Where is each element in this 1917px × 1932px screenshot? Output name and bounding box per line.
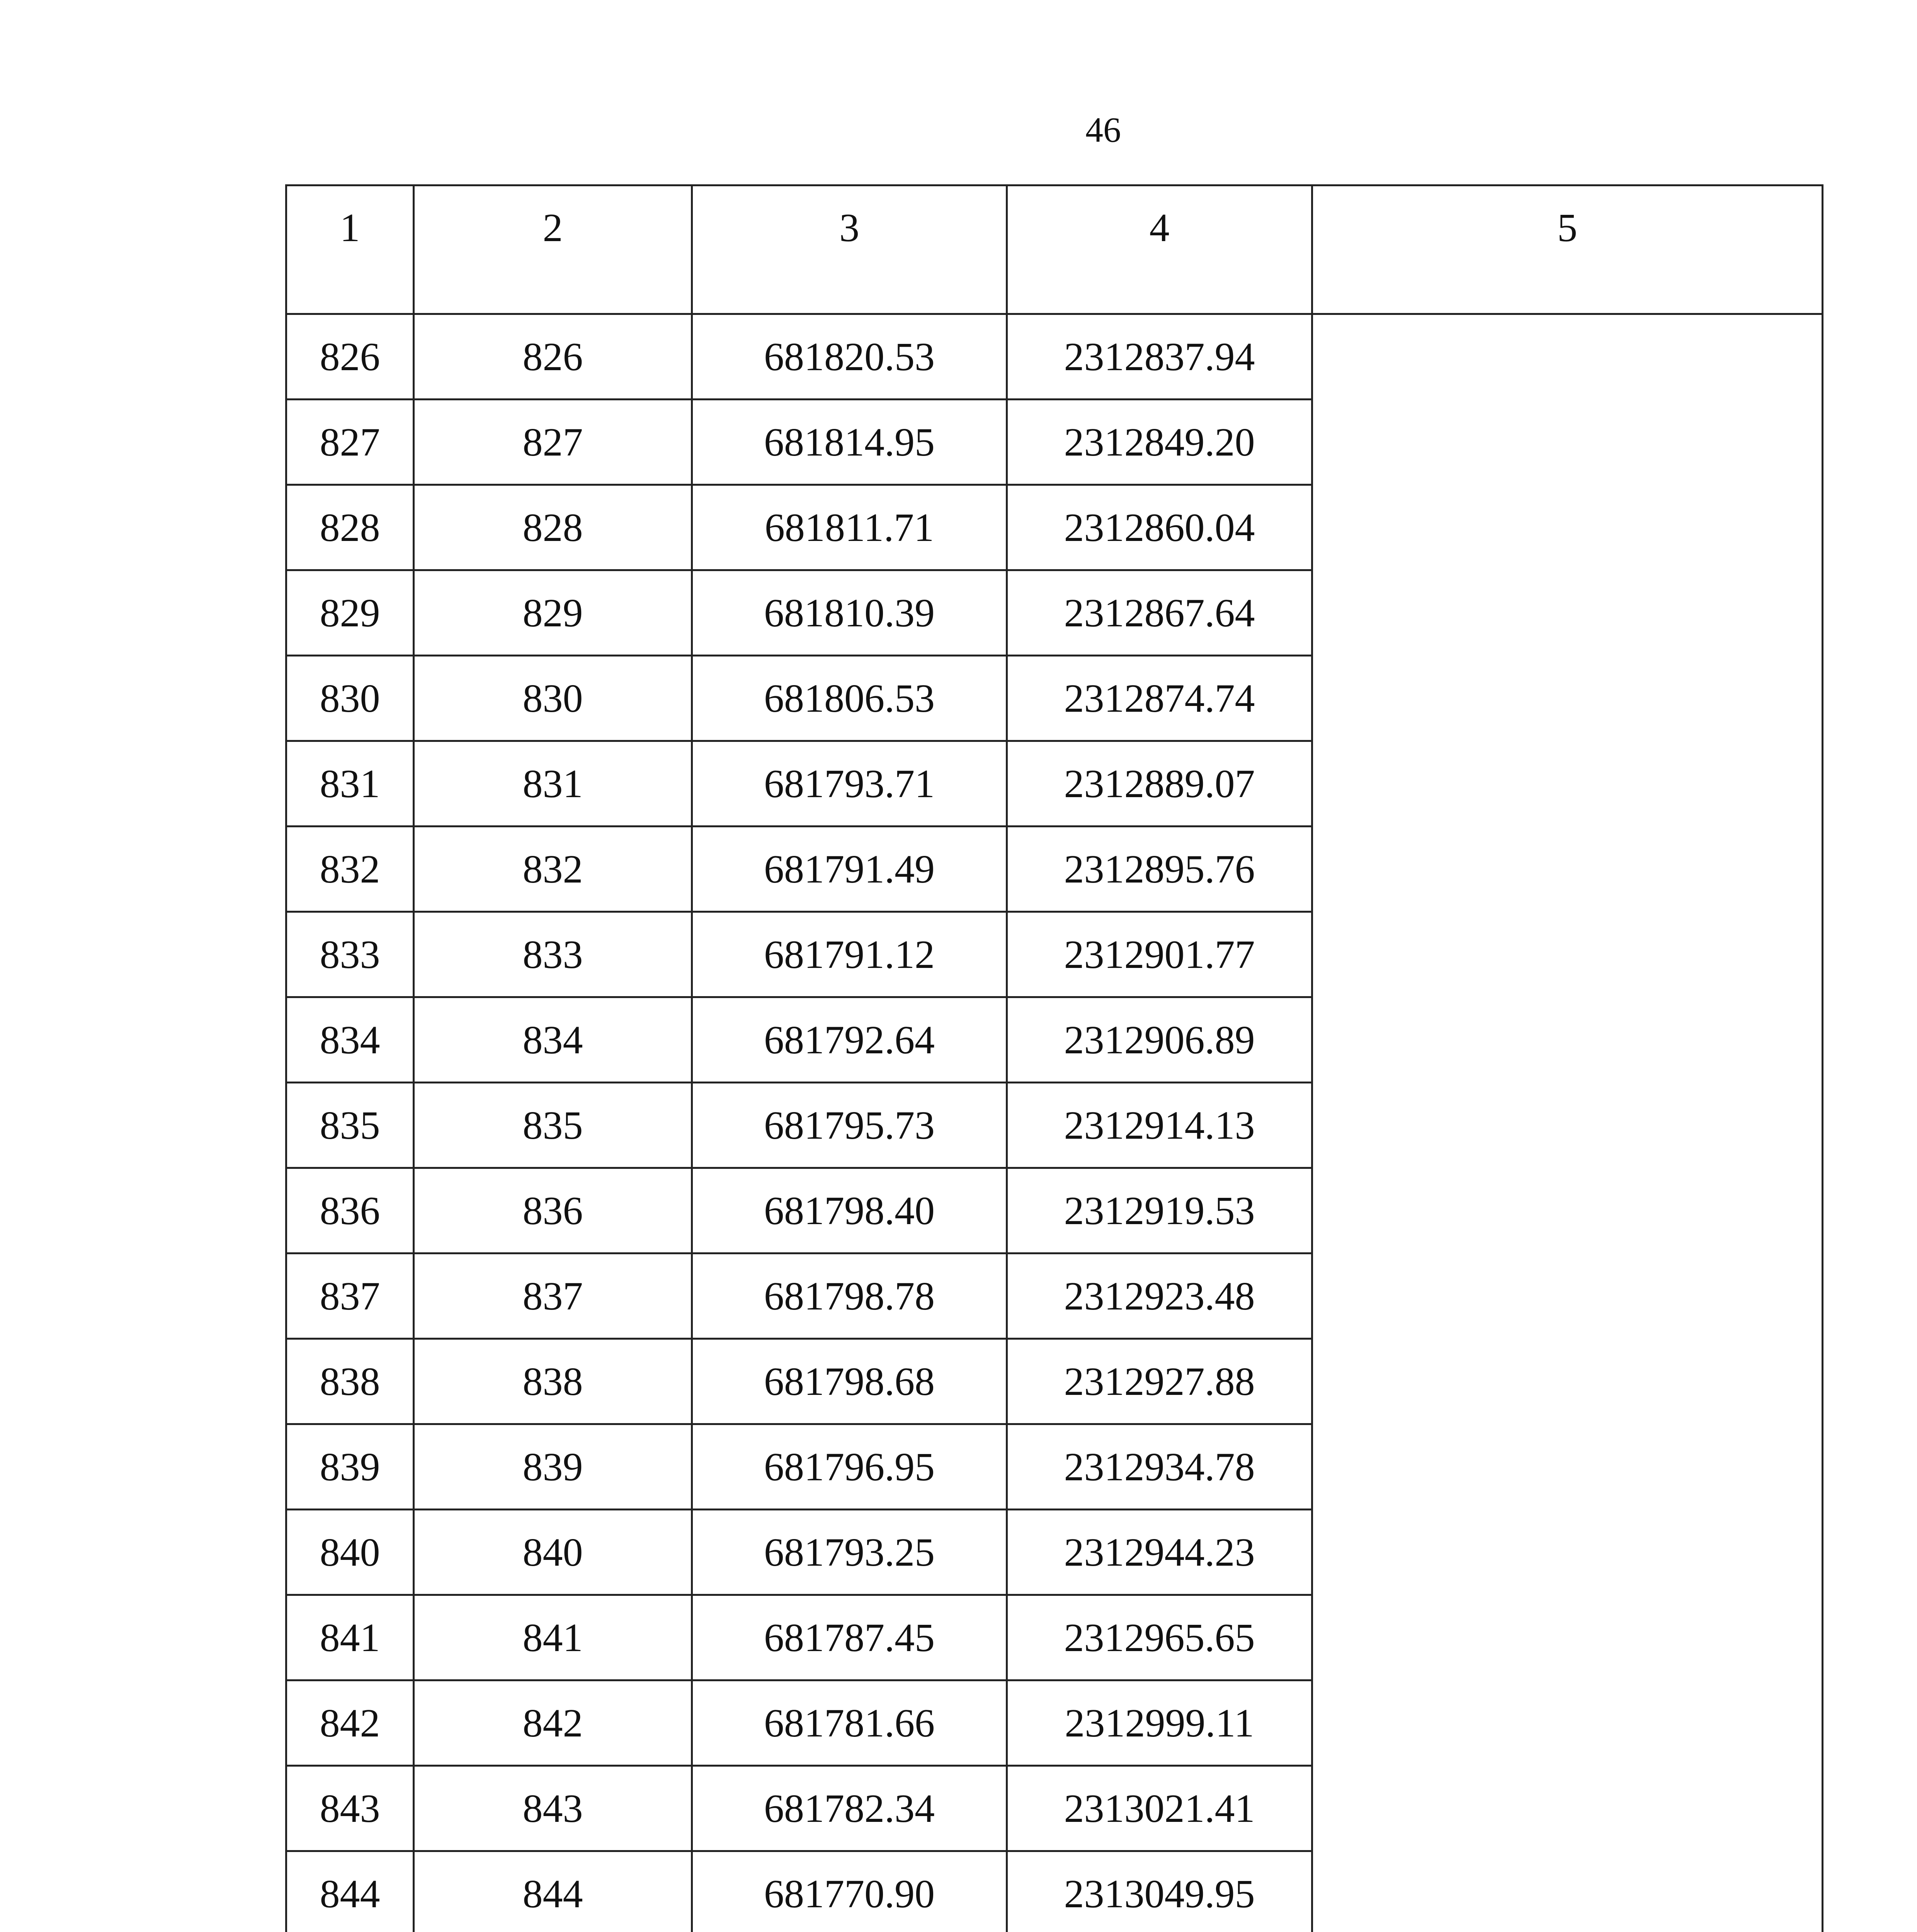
cell-coordinate-y: 2312906.89 [1007,997,1312,1083]
cell-coordinate-x: 681795.73 [692,1083,1007,1168]
cell-coordinate-x: 681820.53 [692,314,1007,400]
cell-coordinate-x: 681792.64 [692,997,1007,1083]
cell-point-id: 835 [414,1083,692,1168]
cell-point-number: 840 [286,1510,414,1595]
cell-point-number: 839 [286,1424,414,1510]
page-number: 46 [1085,110,1121,150]
cell-coordinate-y: 2312901.77 [1007,912,1312,997]
cell-point-number: 830 [286,656,414,741]
cell-point-number: 826 [286,314,414,400]
cell-coordinate-x: 681787.45 [692,1595,1007,1680]
header-cell-4: 4 [1007,185,1312,314]
cell-point-number: 833 [286,912,414,997]
cell-point-id: 829 [414,570,692,656]
cell-coordinate-x: 681770.90 [692,1851,1007,1932]
cell-coordinate-y: 2312837.94 [1007,314,1312,400]
header-cell-3: 3 [692,185,1007,314]
cell-coordinate-y: 2312867.64 [1007,570,1312,656]
cell-coordinate-y: 2312923.48 [1007,1253,1312,1339]
cell-coordinate-y: 2312944.23 [1007,1510,1312,1595]
cell-point-id: 836 [414,1168,692,1253]
cell-point-id: 844 [414,1851,692,1932]
cell-point-id: 827 [414,400,692,485]
cell-point-number: 831 [286,741,414,827]
cell-point-id: 842 [414,1680,692,1766]
cell-point-id: 834 [414,997,692,1083]
cell-point-number: 828 [286,485,414,570]
cell-point-id: 838 [414,1339,692,1424]
cell-point-id: 826 [414,314,692,400]
cell-coordinate-x: 681793.71 [692,741,1007,827]
cell-coordinate-y: 2312860.04 [1007,485,1312,570]
cell-point-number: 838 [286,1339,414,1424]
cell-coordinate-x: 681811.71 [692,485,1007,570]
cell-point-id: 841 [414,1595,692,1680]
cell-coordinate-y: 2312927.88 [1007,1339,1312,1424]
header-cell-2: 2 [414,185,692,314]
cell-coordinate-x: 681798.78 [692,1253,1007,1339]
cell-coordinate-x: 681781.66 [692,1680,1007,1766]
cell-coordinate-y: 2312965.65 [1007,1595,1312,1680]
header-cell-1: 1 [286,185,414,314]
cell-point-number: 835 [286,1083,414,1168]
cell-point-number: 843 [286,1766,414,1851]
cell-coordinate-y: 2313021.41 [1007,1766,1312,1851]
cell-point-id: 839 [414,1424,692,1510]
cell-point-number: 842 [286,1680,414,1766]
cell-point-number: 832 [286,827,414,912]
cell-coordinate-x: 681796.95 [692,1424,1007,1510]
cell-coordinate-y: 2312934.78 [1007,1424,1312,1510]
cell-point-id: 843 [414,1766,692,1851]
cell-point-number: 837 [286,1253,414,1339]
coordinates-table-body [286,185,1823,1932]
cell-note-column [1312,314,1823,1932]
cell-coordinate-y: 2312914.13 [1007,1083,1312,1168]
cell-point-id: 833 [414,912,692,997]
coordinates-table [285,184,1823,1932]
cell-point-id: 828 [414,485,692,570]
cell-coordinate-y: 2312895.76 [1007,827,1312,912]
cell-point-number: 841 [286,1595,414,1680]
cell-point-id: 831 [414,741,692,827]
cell-coordinate-x: 681791.49 [692,827,1007,912]
cell-coordinate-y: 2312874.74 [1007,656,1312,741]
cell-coordinate-x: 681806.53 [692,656,1007,741]
cell-point-id: 840 [414,1510,692,1595]
cell-coordinate-x: 681798.40 [692,1168,1007,1253]
cell-coordinate-y: 2312919.53 [1007,1168,1312,1253]
cell-coordinate-y: 2312999.11 [1007,1680,1312,1766]
cell-point-number: 844 [286,1851,414,1932]
cell-point-id: 832 [414,827,692,912]
cell-point-id: 830 [414,656,692,741]
cell-coordinate-y: 2312849.20 [1007,400,1312,485]
table-row [286,314,1823,400]
table-header-row [286,185,1823,314]
cell-point-number: 834 [286,997,414,1083]
cell-coordinate-y: 2313049.95 [1007,1851,1312,1932]
cell-point-number: 827 [286,400,414,485]
cell-point-number: 836 [286,1168,414,1253]
header-cell-5: 5 [1312,185,1823,314]
cell-coordinate-x: 681791.12 [692,912,1007,997]
cell-coordinate-x: 681793.25 [692,1510,1007,1595]
cell-coordinate-x: 681782.34 [692,1766,1007,1851]
cell-coordinate-x: 681814.95 [692,400,1007,485]
cell-coordinate-x: 681810.39 [692,570,1007,656]
cell-point-number: 829 [286,570,414,656]
cell-point-id: 837 [414,1253,692,1339]
cell-coordinate-y: 2312889.07 [1007,741,1312,827]
cell-coordinate-x: 681798.68 [692,1339,1007,1424]
